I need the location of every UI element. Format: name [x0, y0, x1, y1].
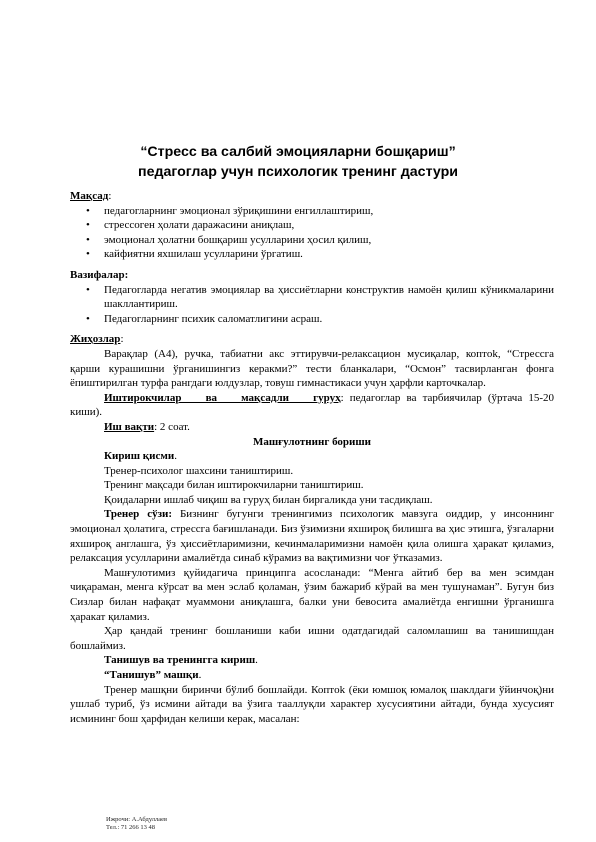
bullet-icon: •	[86, 204, 90, 217]
list-item: • Педагогларда негатив эмоциялар ва ҳиссиётларни конструктив намоён қилиш кўникмаларини шакллантириш.	[86, 283, 554, 311]
trainer-word-label: Тренер сўзи:	[104, 508, 172, 521]
goal-heading: Мақсад:	[70, 190, 112, 202]
document-title	[40, 142, 556, 182]
tasks-heading: Вазифалар:	[70, 268, 129, 281]
bullet-icon: •	[86, 233, 90, 246]
intro-line: Қоидаларни ишлаб чиқиш ва гуруҳ билан биргаликда уни тасдиқлаш.	[104, 493, 433, 506]
exercise-paragraph: Тренер машқни биринчи бўлиб бошлайди. Коптok (ёки юмшоқ юмалоқ шаклдаги ўйинчоқ)ни ушлаб туриб, ўз исмини айтади ва ўзига тааллуқли характер хусусиятини айтади, бунда хусусият исмининг бош ҳарфидан келиши керак, масалан:	[70, 683, 554, 725]
trainer-word-paragraph: Тренер сўзи: Бизнинг бугунги тренингимиз психологик мавзуга оиддир, у инсоннинг эмоционал ҳолатига, стрессга бағишланади. Биз ўзимизни яхшироқ билишга ва ҳис этишга, ўзгаларни яхшироқ англашга, ўз ҳиссиётларимизни, кечинмаларимизни намоён қила олишга ҳаракат қиламиз, релаксация усулларини амалиётда синаб кўрамиз ва вақтимизни чоғ ўтказамиз.	[70, 508, 554, 565]
bullet-icon: •	[86, 283, 90, 296]
page-footer	[106, 816, 167, 832]
greeting-paragraph: Ҳар қандай тренинг бошланиши каби ишни одатдагидай саломлашиш ва танишишдан бошлаймиз.	[70, 625, 554, 652]
equipment-heading: Жиҳозлар:	[70, 333, 124, 346]
title-line-1: “Стресс ва салбий эмоцияларни бошқариш”	[140, 144, 456, 160]
title-line-2: педагоглар учун психологик тренинг дастури	[138, 164, 458, 180]
list-item: • стрессоген ҳолати даражасини аниқлаш,	[86, 219, 295, 232]
tasks-list	[70, 283, 554, 327]
bullet-icon: •	[86, 219, 90, 232]
course-heading: Машғулотнинг бориши	[252, 435, 371, 448]
goal-list	[70, 204, 554, 262]
intro-training-heading: Танишув ва тренингга кириш.	[104, 654, 258, 667]
intro-heading: Кириш қисми.	[104, 450, 177, 463]
footer-phone: Тел.: 71 266 13 48	[106, 824, 156, 831]
exercise-heading: “Танишув” машқи.	[104, 669, 202, 681]
list-item: • педагогларнинг эмоционал зўриқишини енгиллаштириш,	[86, 204, 374, 217]
intro-line: Тренер-психолог шахсини таништириш.	[104, 464, 294, 477]
list-item: • эмоционал ҳолатни бошқариш усулларини ҳосил қилиш,	[86, 233, 372, 246]
list-item: • кайфиятни яхшилаш усулларини ўргатиш.	[86, 248, 303, 261]
participants-label: Иштирокчилар ва мақсадли гуруҳ	[104, 391, 341, 404]
bullet-icon: •	[86, 248, 90, 261]
footer-author: Ижрочи: А.Абдуллаев	[106, 816, 168, 823]
time-paragraph: Иш вақти: 2 соат.	[104, 420, 190, 433]
list-item: • Педагогларнинг психик саломатлигини асраш.	[86, 312, 323, 325]
document-body	[70, 189, 554, 726]
equipment-text: Варақлар (А4), ручка, табиатни акс эттирувчи-релаксацион мусиқалар, коптok, “Стрессга қарши курашишни ўрганишингиз керакми?” тести бланкалари, “Осмон” тасвирланган фонга ёпиштирилган турфа рангдаги юлдузлар, товуш гимнастикаси учун ҳарфли карточкалар.	[70, 347, 554, 390]
bullet-icon: •	[86, 312, 90, 325]
time-label: Иш вақти	[104, 420, 155, 433]
principle-paragraph: Машғулотимиз қуйидагича принципга асосланади: “Менга айтиб бер ва мен эсимдан чиқараман, менга кўрсат ва мен эслаб қоламан, ўзим бажариб кўрай ва мен тушунаман”. Бугун биз Сизлар билан нафақат муаммони аниқлашга, балки уни бевосита амалиётда енгишни ўрганишга ҳаракат қиламиз.	[70, 566, 554, 623]
intro-line: Тренинг мақсади билан иштирокчиларни таништириш.	[104, 479, 364, 492]
participants-paragraph: Иштирокчилар ва мақсадли гуруҳ: педагоглар ва тарбиячилар (ўртача 15-20 киши).	[70, 391, 554, 419]
